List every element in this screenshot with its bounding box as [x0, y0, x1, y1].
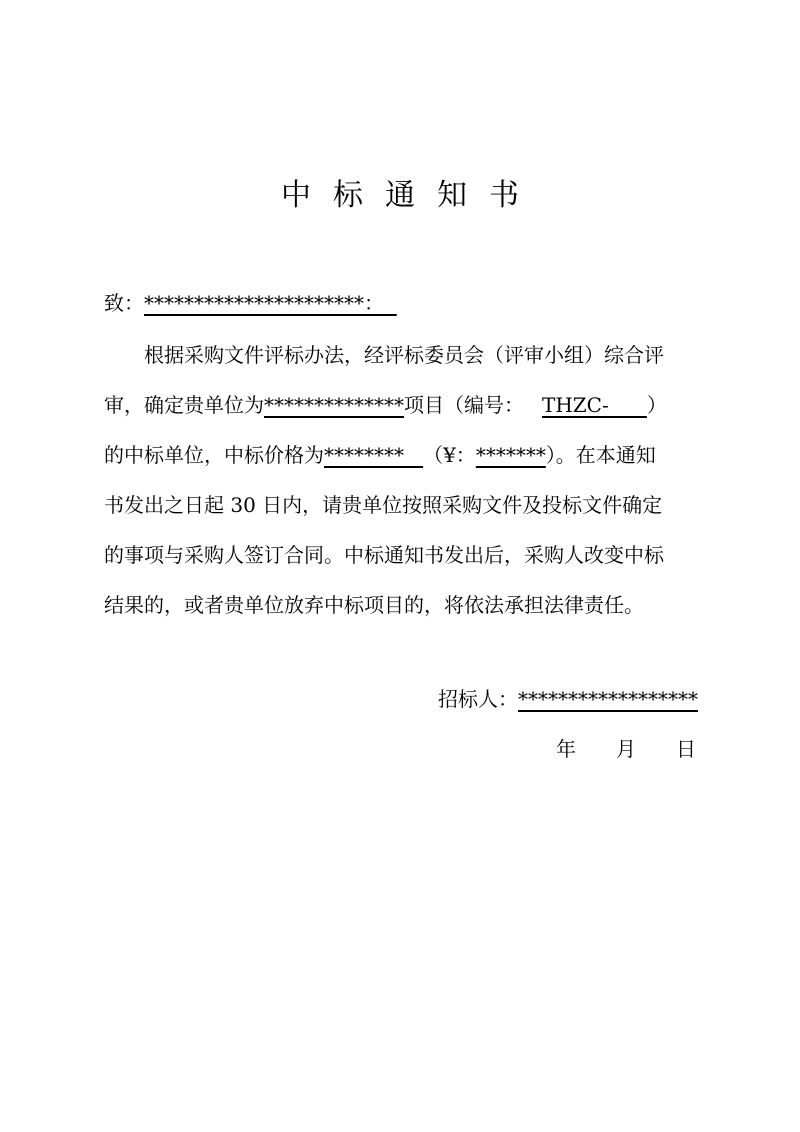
body-line-3: [104, 440, 704, 470]
body-line-6: 结果的，或者贵单位放弃中标项目的，将依法承担法律责任。: [104, 593, 644, 617]
body-line-2: [104, 390, 704, 420]
signature-line: [438, 684, 698, 714]
body-text: 审，确定贵单位为: [104, 393, 264, 417]
recipient-prefix: 致：: [104, 291, 144, 315]
body-line-4: 书发出之日起 30 日内，请贵单位按照采购文件及投标文件确定: [104, 493, 663, 517]
body-text: ）。在本通知: [545, 443, 656, 467]
body-line-1: 根据采购文件评标办法，经评标委员会（评审小组）综合评: [144, 343, 664, 367]
body-line-5: 的事项与采购人签订合同。中标通知书发出后，采购人改变中标: [104, 543, 664, 567]
recipient-name: **********************：: [144, 291, 384, 315]
date-day: 日: [676, 737, 696, 761]
recipient-line: [104, 288, 704, 318]
body-text: ）: [646, 393, 667, 417]
date-year: 年: [556, 737, 576, 761]
bid-price: ********: [324, 443, 424, 467]
bid-amount: *******: [475, 443, 546, 467]
project-code: THZC-: [542, 393, 647, 417]
body-text: 项目（编号：: [404, 393, 524, 417]
body-text: 的中标单位，中标价格为: [104, 443, 324, 467]
date-line: [556, 734, 696, 764]
date-month: 月: [616, 737, 636, 761]
signature-label: 招标人：: [438, 687, 518, 711]
signer-name: ******************: [518, 687, 698, 711]
body-text: （¥：: [423, 443, 476, 467]
project-name: **************: [264, 393, 404, 417]
document-title: 中标通知书: [281, 178, 541, 213]
